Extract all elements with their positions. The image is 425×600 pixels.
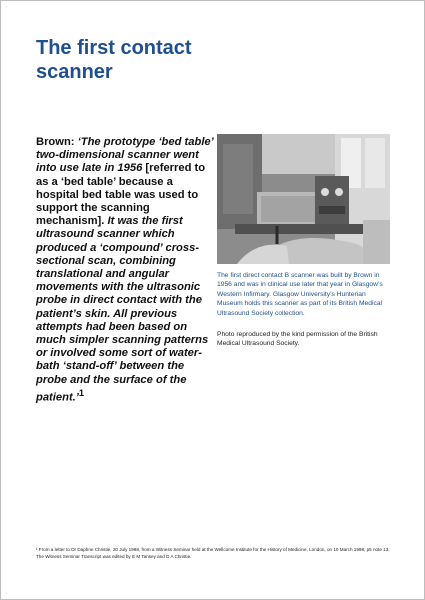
scanner-photo-illustration bbox=[217, 134, 390, 264]
editorial-bracket: [referred to as a ‘bed table’ because a hospital bed table was used to support the scanning mechanism]. bbox=[36, 162, 206, 228]
photo-credit: Photo reproduced by the kind permission of the British Medical Ultrasound Society. bbox=[217, 331, 378, 348]
page-title: The first contact scanner bbox=[36, 37, 192, 83]
speaker-name: Brown: bbox=[36, 136, 78, 148]
quote-part-2: It was the first ultrasound scanner which produced a ‘compound’ cross-sectional scan, combining translational and angular movements with the ultrasonic probe in direct contact with the patient’s skin. All previous attempts had been based on much simpler scanning patterns or involved some sort of water-bath ‘stand-off’ between the probe and the surface of the patient.’ bbox=[36, 215, 209, 404]
quote-paragraph bbox=[36, 136, 214, 405]
scanner-photo bbox=[217, 134, 390, 264]
quote-part-1: ‘The prototype ‘bed table’ two-dimensional scanner went into use late in 1956 bbox=[36, 136, 214, 175]
photo-caption: The first direct contact B scanner was built by Brown in 1956 and was in clinical use later that year in Glasgow’s Western Infirmary. Glasgow University’s Hunterian Museum holds this scanner as part of its British Medical Ultrasound Society collection. bbox=[217, 272, 383, 317]
footnote: ¹ From a letter to Dr Daphne Christie, 20 July 1998, from a Witness Seminar held at the Wellcome Institute for the History of Medicine, London, on 10 March 1998, p5 note 13. The Witness Seminar Transcript was edited by E M Tansey and D A Christie. bbox=[36, 547, 390, 559]
footnote-marker: 1 bbox=[78, 387, 85, 398]
